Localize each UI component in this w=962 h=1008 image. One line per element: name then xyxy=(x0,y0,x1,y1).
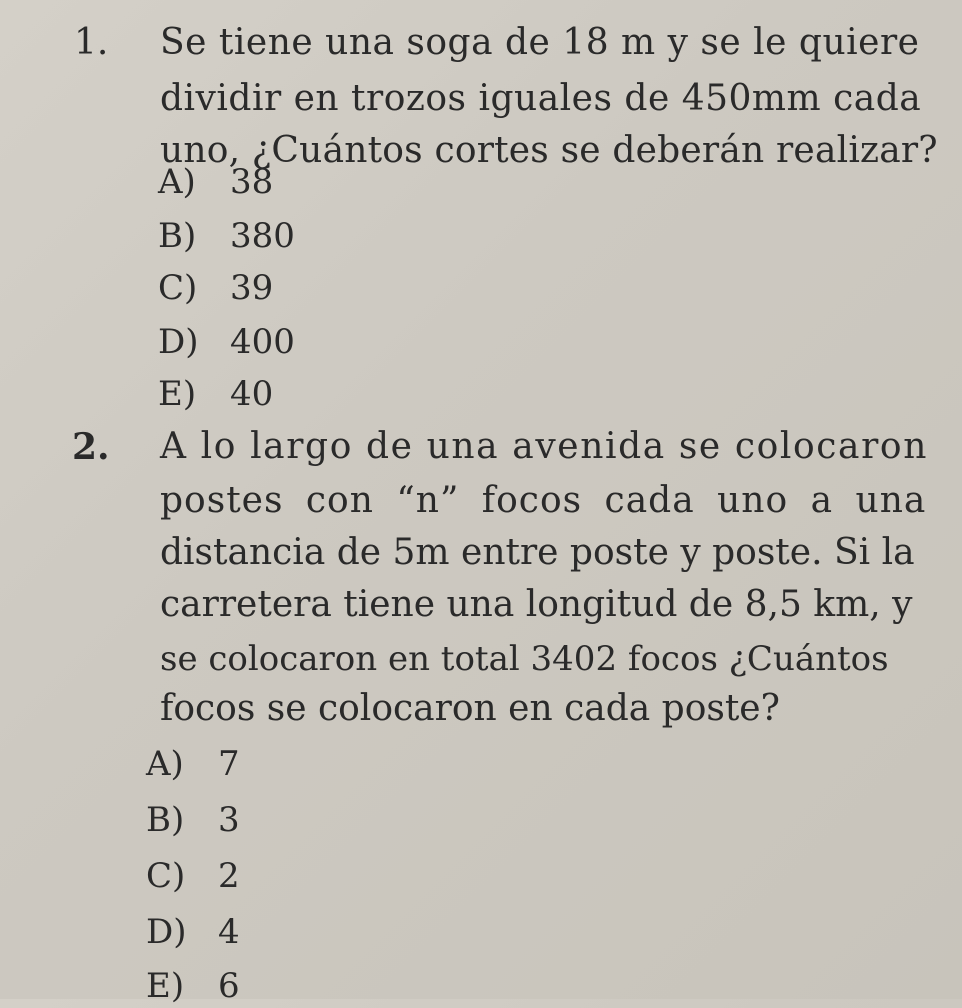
option-letter: D) xyxy=(158,322,199,362)
question-2-line-2: postes con “n” focos cada uno a una xyxy=(160,480,927,521)
option-letter: E) xyxy=(146,966,185,1006)
option-value: 38 xyxy=(230,162,274,202)
question-2-line-5: se colocaron en total 3402 focos ¿Cuántos xyxy=(160,639,889,679)
option-letter: B) xyxy=(146,800,185,840)
question-2-option-c xyxy=(146,854,240,898)
option-value: 380 xyxy=(230,216,295,256)
question-2-option-e xyxy=(146,964,240,1008)
question-2-option-a xyxy=(146,742,240,786)
question-1-option-b xyxy=(158,214,295,258)
question-1-option-a xyxy=(158,160,273,204)
option-letter: A) xyxy=(146,744,184,784)
option-letter: A) xyxy=(158,162,196,202)
option-letter: C) xyxy=(146,856,186,896)
question-2-number: 2. xyxy=(72,426,110,468)
question-2-line-6: focos se colocaron en cada poste? xyxy=(160,688,780,729)
option-value: 2 xyxy=(218,856,240,896)
question-2-option-d xyxy=(146,910,240,954)
question-1-line-2: dividir en trozos iguales de 450mm cada xyxy=(160,78,922,119)
option-value: 4 xyxy=(218,912,240,952)
option-value: 400 xyxy=(230,322,295,362)
option-letter: C) xyxy=(158,268,198,308)
question-1-number: 1. xyxy=(74,22,109,63)
question-1-option-c xyxy=(158,266,273,310)
question-2-line-3: distancia de 5m entre poste y poste. Si la xyxy=(160,532,915,573)
question-1-line-3: uno, ¿Cuántos cortes se deberán realizar? xyxy=(160,130,938,171)
option-value: 3 xyxy=(218,800,240,840)
option-value: 7 xyxy=(218,744,240,784)
question-1-option-e xyxy=(158,372,273,416)
option-letter: B) xyxy=(158,216,197,256)
option-value: 6 xyxy=(218,966,240,1006)
option-value: 39 xyxy=(230,268,274,308)
question-2-line-4: carretera tiene una longitud de 8,5 km, y xyxy=(160,584,913,625)
option-letter: E) xyxy=(158,374,197,414)
question-2-line-1: A lo largo de una avenida se colocaron xyxy=(160,426,928,467)
question-2-option-b xyxy=(146,798,240,842)
option-value: 40 xyxy=(230,374,274,414)
option-letter: D) xyxy=(146,912,187,952)
question-1-line-1: Se tiene una soga de 18 m y se le quiere xyxy=(160,22,920,63)
question-1-option-d xyxy=(158,320,295,364)
